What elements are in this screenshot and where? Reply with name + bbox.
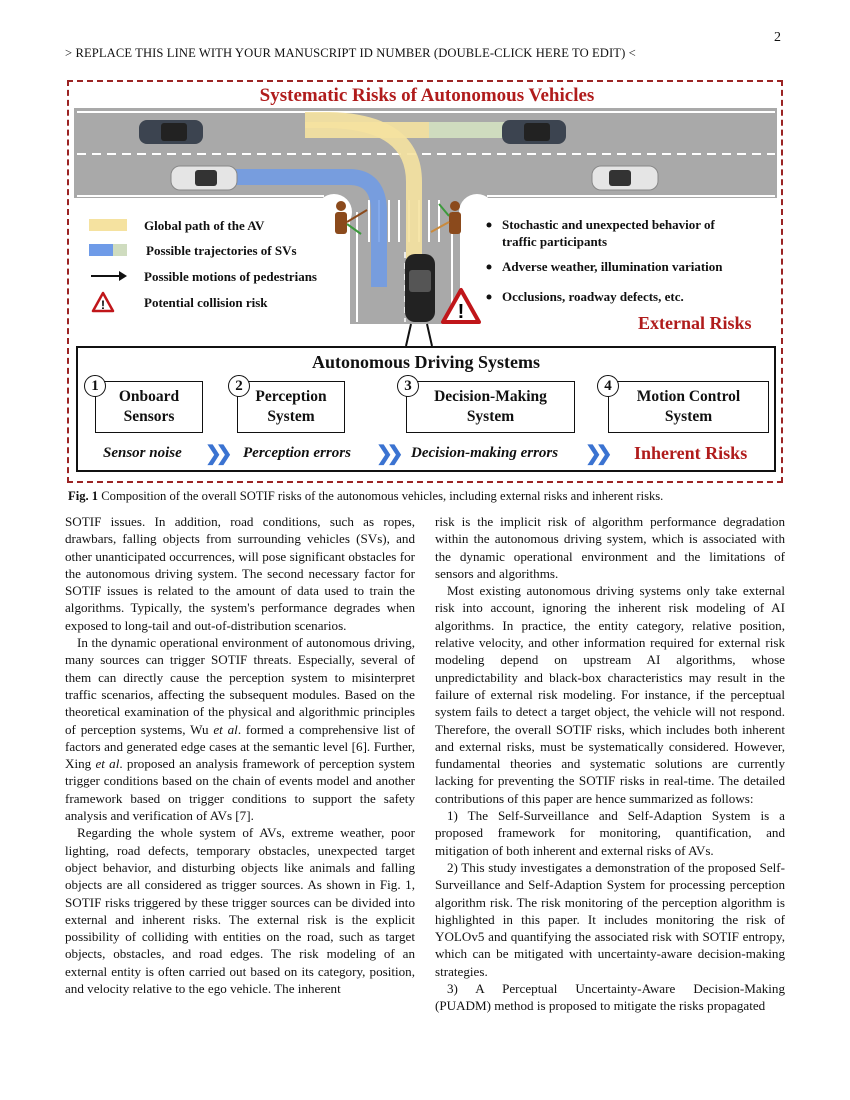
- module-number: 3: [397, 375, 419, 397]
- sv-trajectory-green: [429, 122, 509, 138]
- external-risks-label: External Risks: [638, 313, 752, 333]
- paragraph: Regarding the whole system of AVs, extreme weather, poor lighting, road defects, temporary obstacles, unexpected target object behavior, and disturbing objects like animals and falling objects are all considered as trigger sources. As shown in Fig. 1, SOTIF risks triggered by these trigger sources can be divided into external and inherent risks. The external risk is the explicit possibility of colliding with entities on the road, such as target objects, obstacles, and road edges. The risk modeling of an external entity is often carried out based on its category, position, and velocity relative to the ego vehicle. The inherent: [65, 825, 415, 997]
- bullet-stochastic-behavior: Stochastic and unexpected behavior of: [502, 217, 715, 232]
- module-perception-system: Perception System: [237, 381, 345, 433]
- chevron-right-icon: ❯❯: [376, 443, 398, 465]
- figure-title: Systematic Risks of Autonomous Vehicles: [259, 85, 595, 106]
- module-decision-making: Decision-Making System: [406, 381, 575, 433]
- car-icon: [171, 166, 237, 190]
- chevron-right-icon: ❯❯: [205, 443, 227, 465]
- error-perception: Perception errors: [243, 445, 351, 461]
- chevron-right-icon: ❯❯: [585, 443, 607, 465]
- warning-triangle-icon: [93, 293, 113, 312]
- pedestrian-icon: [449, 201, 461, 234]
- legend-global-path: Global path of the AV: [144, 218, 265, 233]
- paragraph: In the dynamic operational environment of autonomous driving, many sources can trigger SOTIF threats. Especially, several of them can directly cause the perception system to misinterpret traffic scenarios, affecting the subsequent modules. Based on the theoretical examination of the physical and algorithmic principles of perception systems, Wu et al. formed a comprehensive list of factors and generated edge cases at the semantic level [6]. Further, Xing et al. proposed an analysis framework of perception system trigger conditions based on the chain of events model and another framework based on trigger conditions to support the safety analysis and verification of AVs [7].: [65, 635, 415, 824]
- module-number: 2: [228, 375, 250, 397]
- paragraph: risk is the implicit risk of algorithm performance degradation within the autonomous driving system, which is associated with the dynamic operational environment and the limitations of sensors and algorithms.: [435, 514, 785, 581]
- ads-title: Autonomous Driving Systems: [311, 352, 541, 372]
- module-onboard-sensors: Onboard Sensors: [95, 381, 203, 433]
- module-number: 1: [84, 375, 106, 397]
- bullet-occlusions: Occlusions, roadway defects, etc.: [502, 289, 684, 304]
- legend-pedestrian-motions: Possible motions of pedestrians: [144, 269, 317, 284]
- svg-text:!: !: [457, 301, 465, 323]
- autonomous-driving-systems-box: [76, 346, 776, 472]
- right-column: [435, 513, 785, 1015]
- car-icon: [502, 120, 566, 144]
- contribution-2: 2) This study investigates a demonstration of the proposed Self-Surveillance and Self-Adaption System for processing perception algorithm risk. The risk monitoring of the perception algorithm is highlighted in this paper. It includes monitoring the risk of YOLOv5 and quantifying the associated risk with SOTIF entropy, which can be mitigated with uncertainty-aware decision-making strategies.: [435, 859, 785, 979]
- paragraph: SOTIF issues. In addition, road conditions, such as ropes, drawbars, falling objects from surrounding vehicles (SVs), and other unanticipated occurrences, will pose significant obstacles for the autonomous driving system. The second necessary factor for SOTIF issues is related to the amount of data used to train the algorithms. Typically, the system's performance degrades when exposed to long-tail and out-of-distribution scenarios.: [65, 514, 415, 633]
- car-icon: [139, 120, 203, 144]
- svg-text:!: !: [101, 298, 105, 312]
- contribution-1: 1) The Self-Surveillance and Self-Adaption System is a proposed framework for monitoring, quantification, and mitigation of both inherent and external risks of AVs.: [435, 808, 785, 858]
- car-icon: [592, 166, 658, 190]
- page-number: 2: [774, 30, 781, 45]
- ego-vehicle-icon: [405, 254, 435, 322]
- bullet-adverse-weather: Adverse weather, illumination variation: [502, 259, 723, 274]
- inherent-risks-label: Inherent Risks: [634, 443, 748, 463]
- paragraph: Most existing autonomous driving systems only take external risk into account, ignoring the inherent risk modeling of AI algorithms. In practice, the entity category, relative position, relative velocity, and other information required for external risk modeling depend on upstream AI algorithms, whose unpredictability and black-box characteristics may result in the failure of external risk modeling. For instance, if the perceptual system fails to detect a target object, the vehicle will not respond. Therefore, the overall SOTIF risks, which includes both inherent and external risks, must be systematically considered. However, fundamental theories and systematic solutions are currently lacking for preventing the SOTIF risks in real-time. The detailed contributions of this paper are hence summarized as follows:: [435, 583, 785, 806]
- arrow-icon: [91, 271, 127, 281]
- bullet-stochastic-behavior-cont: traffic participants: [502, 234, 608, 249]
- figure-1: [67, 80, 783, 483]
- module-motion-control: Motion Control System: [608, 381, 769, 433]
- figure-caption: Fig. 1 Composition of the overall SOTIF risks of the autonomous vehicles, including external risks and inherent risks.: [68, 489, 664, 503]
- error-decision-making: Decision-making errors: [411, 445, 559, 461]
- module-number: 4: [597, 375, 619, 397]
- contribution-3: 3) A Perceptual Uncertainty-Aware Decision-Making (PUADM) method is proposed to mitigate the risks propagated: [435, 981, 785, 1014]
- pedestrian-icon: [335, 201, 347, 234]
- green-swatch: [113, 244, 127, 256]
- legend-sv-trajectories: Possible trajectories of SVs: [146, 243, 297, 258]
- blue-swatch: [89, 244, 113, 256]
- error-sensor-noise: Sensor noise: [103, 445, 182, 461]
- left-column: [65, 513, 415, 997]
- manuscript-header: > REPLACE THIS LINE WITH YOUR MANUSCRIPT ID NUMBER (DOUBLE-CLICK HERE TO EDIT) <: [65, 46, 636, 60]
- yellow-path-swatch: [89, 219, 127, 231]
- legend-collision-risk: Potential collision risk: [144, 295, 268, 310]
